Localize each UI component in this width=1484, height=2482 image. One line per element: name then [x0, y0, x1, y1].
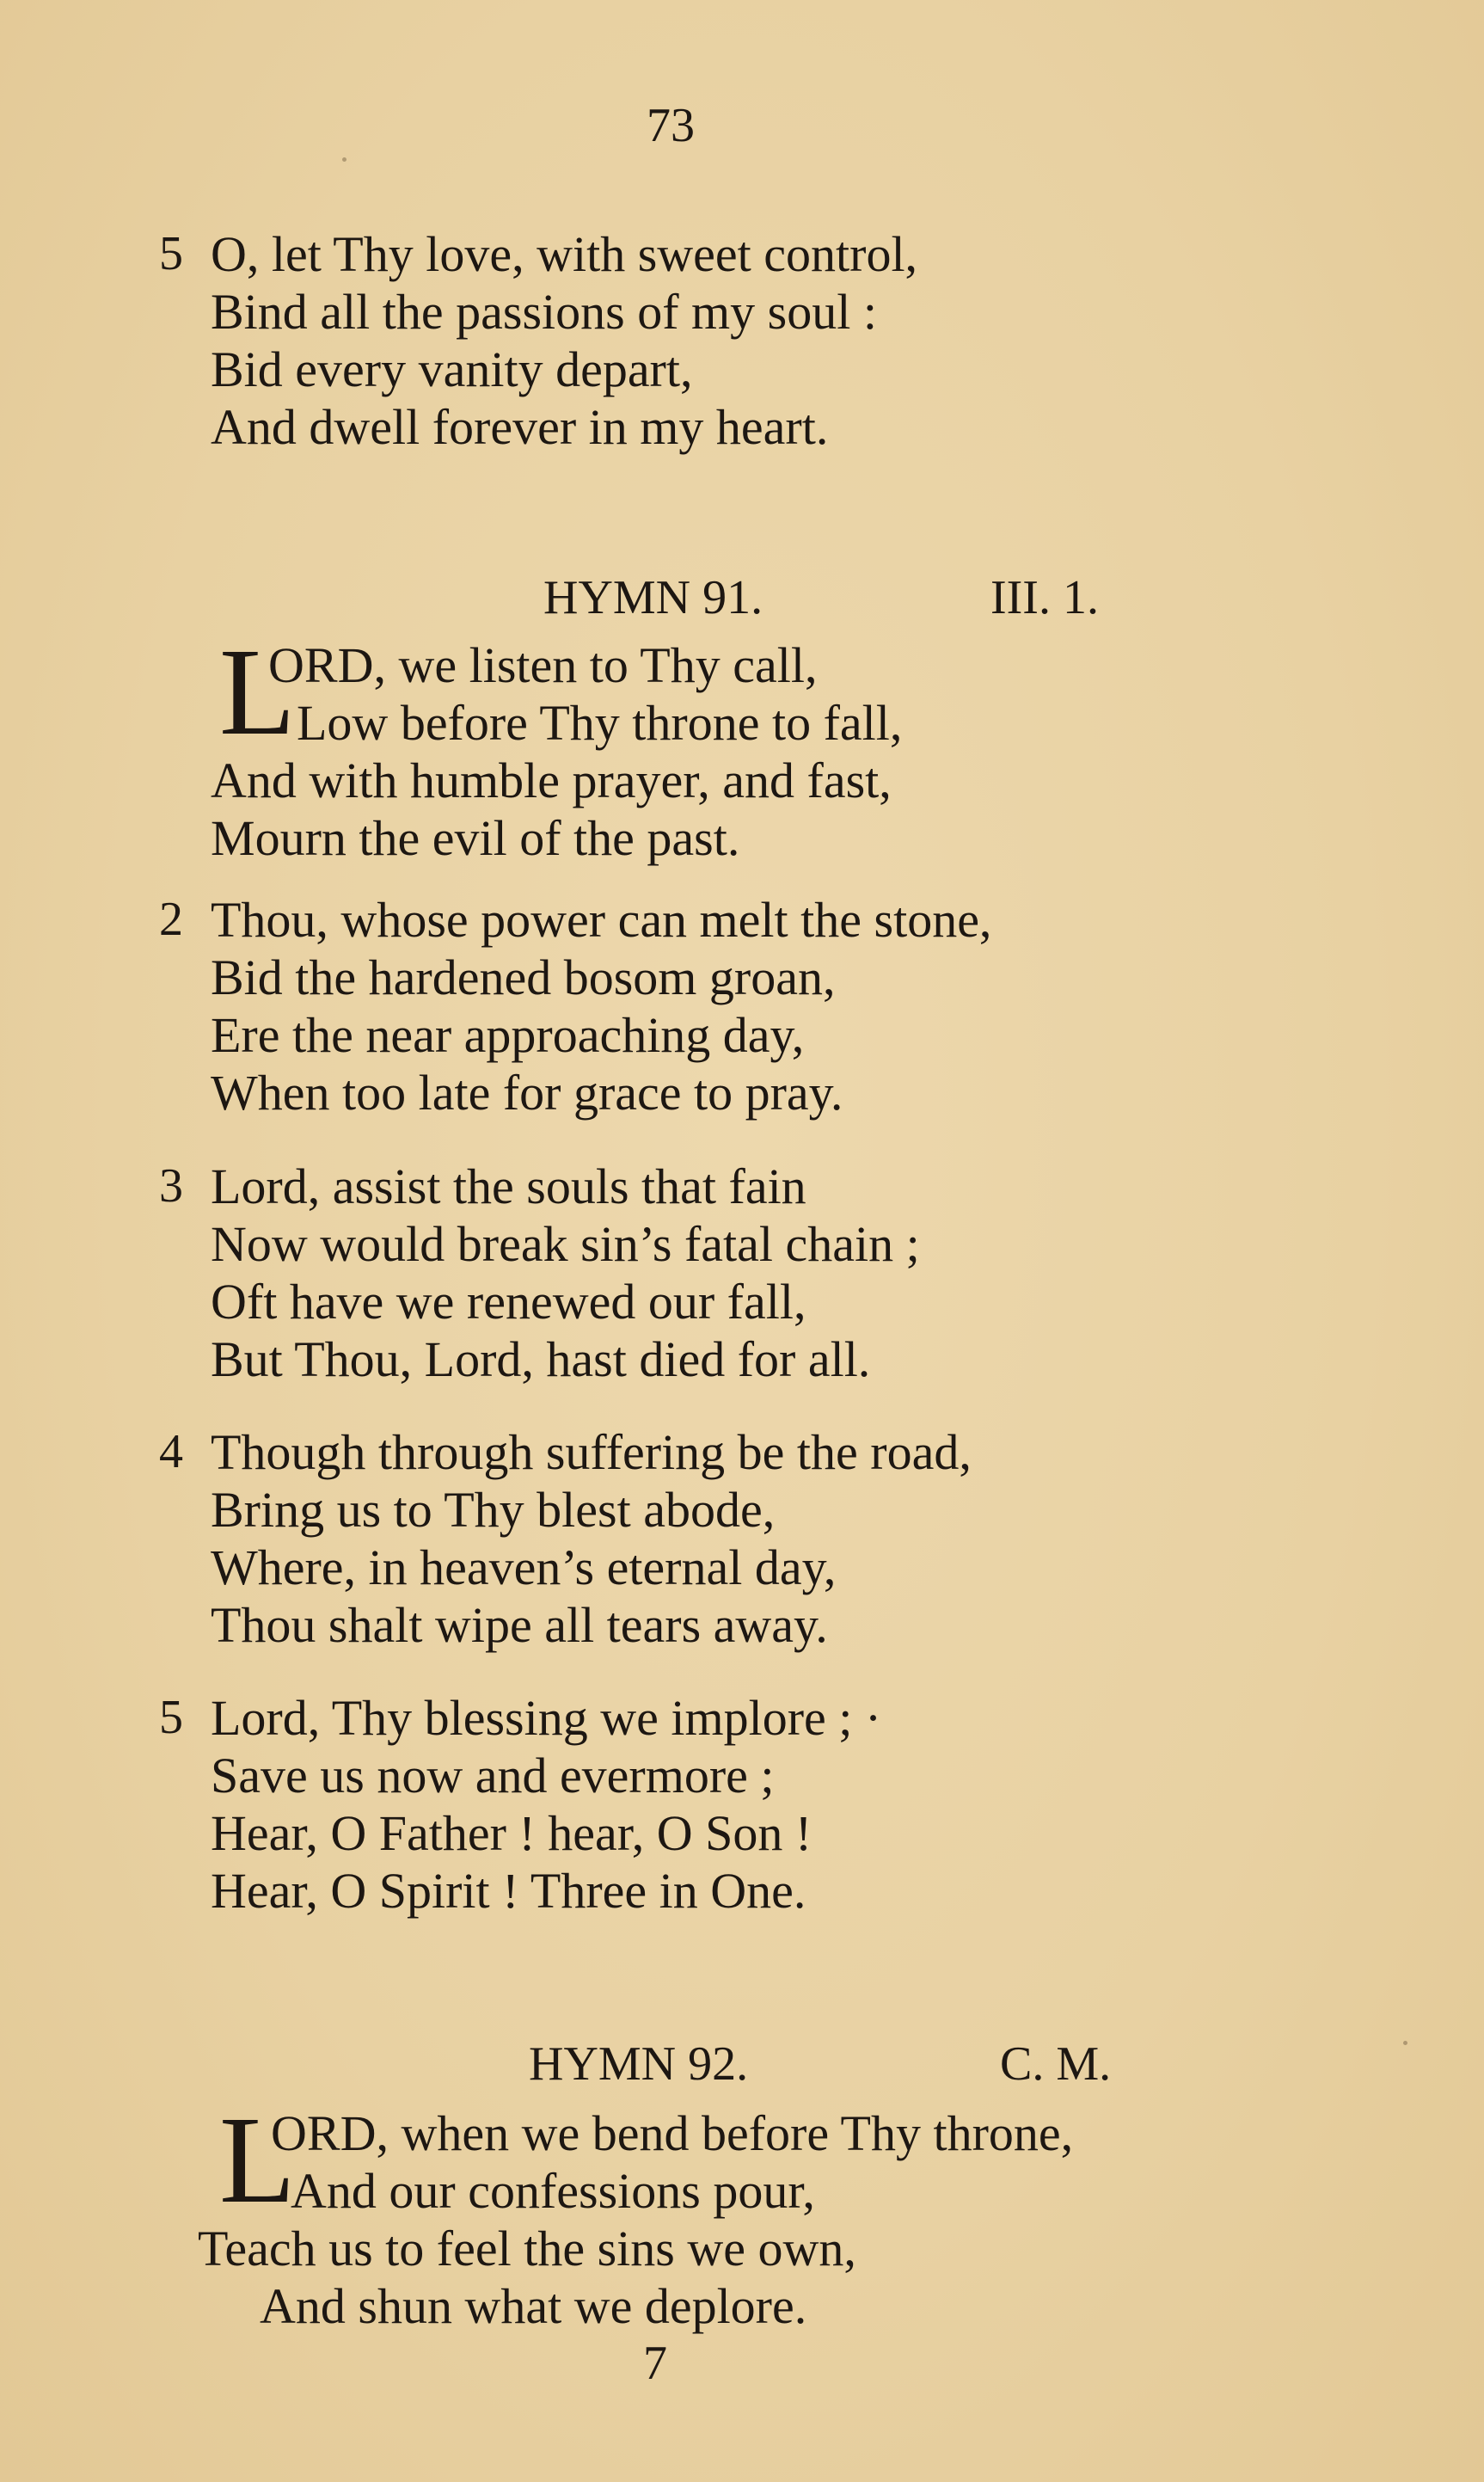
verse-line: O, let Thy love, with sweet control,: [211, 226, 918, 282]
verse-line: When too late for grace to pray.: [211, 1065, 843, 1121]
page-number: 73: [647, 99, 695, 152]
hymn-title: HYMN 91.: [543, 571, 763, 624]
hymn-91-stanza-1: [211, 636, 902, 867]
verse-line: Save us now and evermore ;: [211, 1748, 775, 1803]
stanza-number: 3: [159, 1159, 183, 1213]
verse-line: Bid every vanity depart,: [211, 341, 693, 397]
verse-line: And with humble prayer, and fast,: [211, 753, 892, 808]
hymn-meter: III. 1.: [990, 571, 1099, 624]
hymn-91-stanza-5: [159, 1689, 882, 1920]
verse-line: Though through suffering be the road,: [211, 1424, 972, 1480]
verse-line: Hear, O Spirit ! Three in One.: [211, 1863, 806, 1919]
verse-line: Thou shalt wipe all tears away.: [211, 1597, 828, 1653]
verse-line: Where, in heaven’s eternal day,: [211, 1539, 837, 1595]
verse-line: Bring us to Thy blest abode,: [211, 1482, 776, 1538]
verse-line: ORD, when we bend before Thy throne,: [271, 2105, 1074, 2161]
hymn-92-header: [529, 2037, 1112, 2091]
stanza-number: 4: [159, 1425, 183, 1478]
hymn-meter: C. M.: [1000, 2037, 1112, 2091]
verse-line: Bid the hardened bosom groan,: [211, 949, 836, 1005]
verse-line: Teach us to feel the sins we own,: [198, 2221, 856, 2276]
stanza-number: 5: [159, 1691, 183, 1744]
verse-line: Bind all the passions of my soul :: [211, 284, 877, 340]
hymn-91-header: [543, 571, 1099, 624]
verse-line: But Thou, Lord, hast died for all.: [211, 1331, 871, 1387]
hymn-91-stanza-4: [159, 1423, 972, 1654]
hymn-91-stanza-3: [159, 1158, 920, 1388]
hymn-91-stanza-2: [159, 891, 992, 1121]
drop-cap: L: [219, 2092, 296, 2229]
verse-line: And our confessions pour,: [291, 2163, 815, 2219]
verse-line: Mourn the evil of the past.: [211, 810, 740, 866]
verse-line: And dwell forever in my heart.: [211, 399, 829, 455]
verse-line: Hear, O Father ! hear, O Son !: [211, 1805, 813, 1861]
verse-line: Lord, assist the souls that fain: [211, 1158, 806, 1214]
paper-speck: [342, 157, 346, 162]
verse-line: Lord, Thy blessing we implore ; ·: [211, 1690, 882, 1746]
verse-line: Low before Thy throne to fall,: [297, 695, 903, 751]
stanza-number: 5: [159, 227, 183, 280]
signature-mark: 7: [643, 2337, 667, 2390]
verse-line: Now would break sin’s fatal chain ;: [211, 1216, 920, 1272]
stanza-number: 2: [159, 893, 183, 946]
verse-line: And shun what we deplore.: [260, 2278, 807, 2334]
verse-line: Ere the near approaching day,: [211, 1007, 805, 1063]
verse-line: Thou, whose power can melt the stone,: [211, 892, 992, 948]
hymn-title: HYMN 92.: [529, 2037, 749, 2091]
continuation-stanza: [159, 225, 918, 456]
drop-cap: L: [219, 624, 296, 761]
paper-speck: [1403, 2041, 1407, 2045]
hymn-92-stanza-1: [198, 2104, 1073, 2335]
verse-line: Oft have we renewed our fall,: [211, 1274, 806, 1330]
verse-line: ORD, we listen to Thy call,: [268, 637, 818, 693]
